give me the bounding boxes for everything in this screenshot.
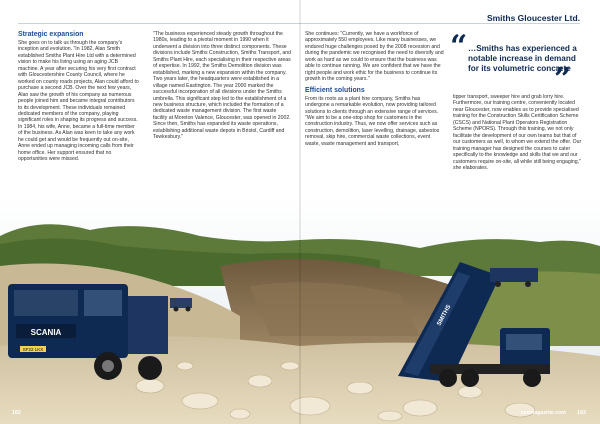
heading-efficient-solutions: Efficient solutions xyxy=(305,86,365,94)
column-2 xyxy=(153,31,292,141)
pull-quote xyxy=(450,29,580,97)
column-1 xyxy=(18,31,140,163)
page-number-right: 163 xyxy=(577,410,586,416)
magazine-url: ccemagazine.com xyxy=(520,410,566,416)
heading-strategic-expansion: Strategic expansion xyxy=(18,31,84,38)
page-gutter xyxy=(299,0,301,424)
column-2-body: "The business experienced steady growth throughout the 1980s, leading to a pivotal moment in 1990 when it underwent a division into three distinct components. These divisions include Smiths Construction, Smiths Transport, and Smiths Plant Hire, each specialising in their respective areas of expertise. In 1992, the Smiths Demolition division was established, marking a new expansion within the company. Two years later, the headquarters were established in a village named Eastington. The year 2000 marked the successful incorporation of all divisions under the Smiths umbrella. This significant step led to the establishment of a new business structure, which included the formation of a dedicated waste management division. The first waste facility at Moreton Valence, Gloucester, was opened in 2002. Since then, Smiths has expanded its waste operations, establishing additional waste depots in Bristol, Cardiff and Tewkesbury." xyxy=(153,31,292,141)
truck-left-plate: SF22 LKX xyxy=(22,347,44,352)
column-4 xyxy=(453,94,584,171)
close-quote-icon: ” xyxy=(554,62,572,97)
company-name: Smiths Gloucester Ltd. xyxy=(486,13,580,23)
column-4-body: tipper transport, sweeper hire and grab lorry hire. Furthermore, our training centre, conveniently located near Gloucester, now enables us to provide specialised training for the Construction Skills Certification Scheme (CSCS) and National Plant Operators Registration Scheme (NPORS). Through this training, we not only facilitate the development of our own teams but that of our customers as well, to whom we extend the offer. Our training manager has designed the courses to cater specifically to the knowledge and skills that we and our customers require on-site, all while still being engaging," she elaborates. xyxy=(453,94,582,171)
column-3-body-2: From its roots as a plant hire company, Smiths has undergone a remarkable evolution, now providing tailored solutions to clients through an extensive range of services. "We aim to be a one-stop shop for customers in the construction industry. Thus, we now offer services such as construction, demolition, laser levelling, drainage, asbestos removal, skip hire, commercial waste collections, event waste, waste management and transport, xyxy=(305,95,440,147)
column-1-body: She goes on to talk us through the company's inception and evolution. "In 1982, Alan Smith established Smiths Plant Hire Ltd with a determined vision to make his living using an aging JCB machine. A year after securing his very first contract with Gloucestershire County Council, where he worked on county roads projects, Alan could afford to purchase a second JCB. Over the next few years, Alan saw the growth of his company as numerous people joined him and became integral contributors to its development. These individuals remained dedicated members of the company, playing significant roles in shaping its progress and success. In 1984, his wife, Anne, became a full-time member of the business. As Alan was keen to take any work he could get and would be frequently out on-site, Anne ended up managing incoming calls from their home office. Her support ensured that no opportunities were missed. xyxy=(18,40,139,163)
truck-left-brand: SCANIA xyxy=(30,328,62,337)
page-number-left: 162 xyxy=(12,410,21,416)
pull-quote-text: …Smiths has experienced a notable increase in demand for its volumetric concrete xyxy=(468,44,577,73)
column-3-body-1: She continues: "Currently, we have a workforce of approximately 550 employees. Like many businesses, we endured huge challenges posed by the 2008 recession and during the pandemic we recognised the need to diversify and work as hard as we could to ensure that the business was able to continue running. We are confident that we have the right people and work ethic for the business to continue its growth in the coming years." xyxy=(305,31,444,83)
truck-right-brand: SMITHS xyxy=(436,304,453,327)
column-3 xyxy=(305,31,444,147)
open-quote-icon: “ xyxy=(450,29,468,64)
